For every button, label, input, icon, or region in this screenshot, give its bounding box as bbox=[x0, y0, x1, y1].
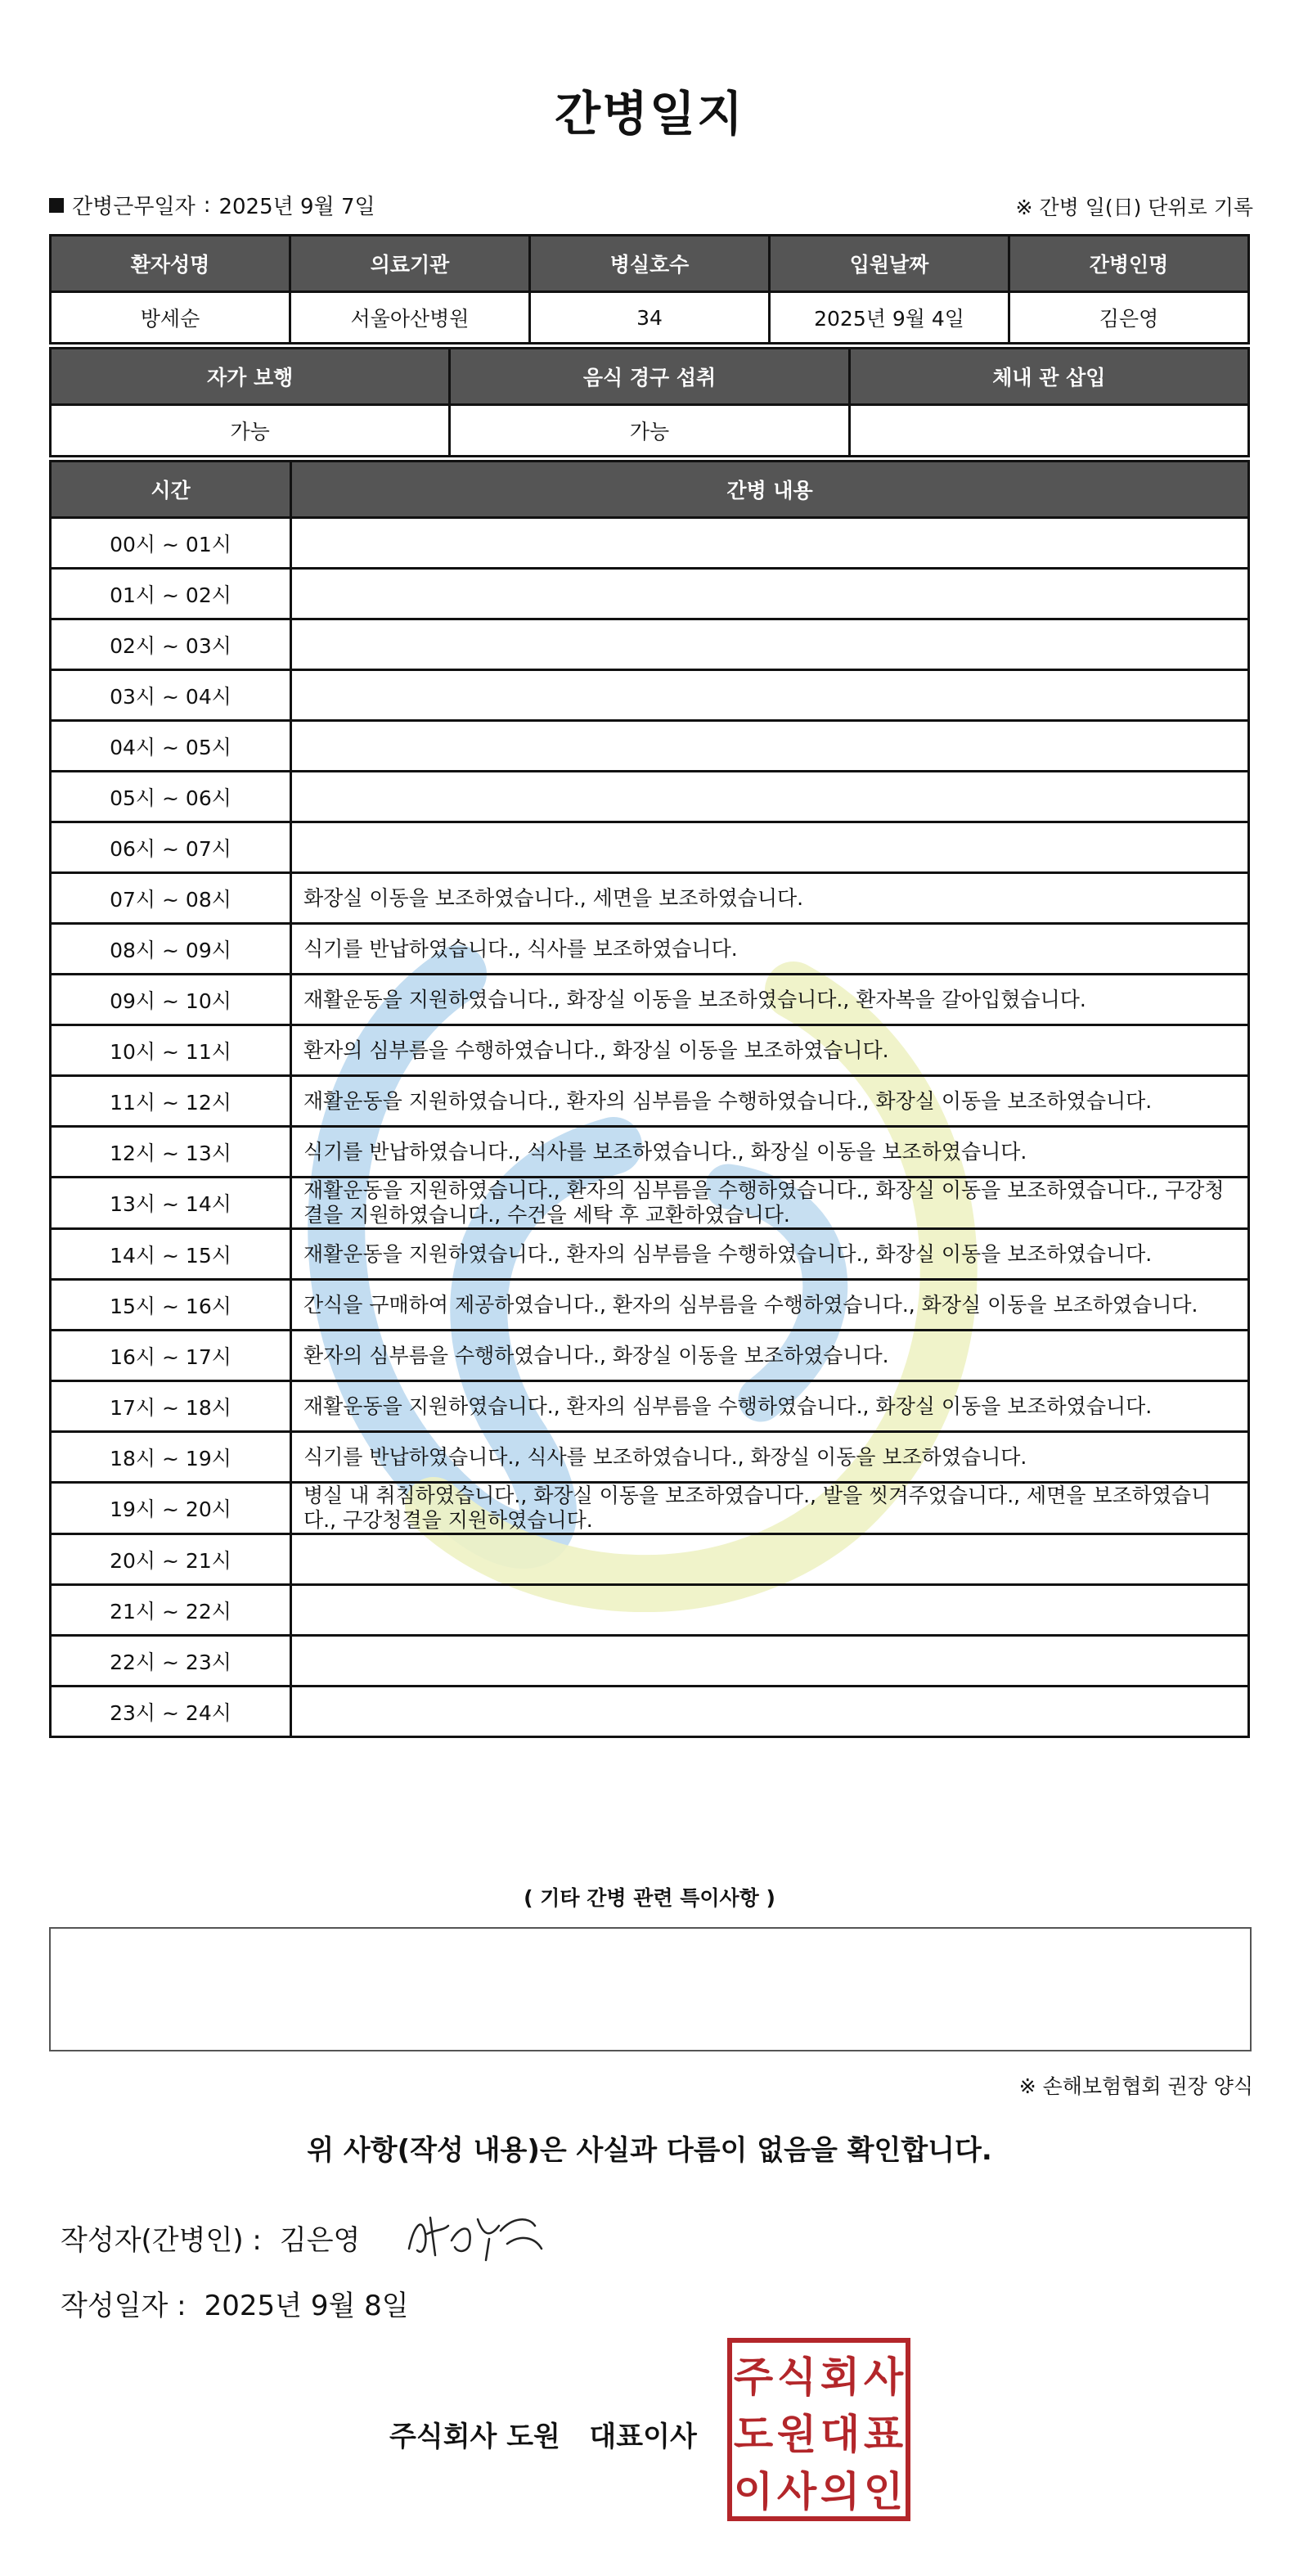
time-slot: 01시 ~ 02시 bbox=[51, 569, 291, 619]
header-hospital: 의료기관 bbox=[290, 236, 530, 292]
admission-date: 2025년 9월 4일 bbox=[770, 292, 1009, 344]
table-row bbox=[51, 721, 1249, 772]
care-content bbox=[291, 1534, 1249, 1585]
table-row bbox=[51, 518, 1249, 569]
writer-label: 작성자(간병인) : bbox=[61, 2224, 262, 2257]
hospital: 서울아산병원 bbox=[290, 292, 530, 344]
care-content bbox=[291, 1636, 1249, 1687]
time-slot: 07시 ~ 08시 bbox=[51, 873, 291, 924]
header-oral-intake: 음식 경구 섭취 bbox=[450, 349, 849, 405]
caregiver-name: 김은영 bbox=[1009, 292, 1249, 344]
written-date-value: 2025년 9월 8일 bbox=[204, 2290, 409, 2322]
time-slot: 06시 ~ 07시 bbox=[51, 822, 291, 873]
company-name: 주식회사 도원 대표이사 bbox=[389, 2421, 697, 2453]
seal-character: 도 bbox=[733, 2411, 774, 2458]
table-row bbox=[51, 822, 1249, 873]
time-slot: 19시 ~ 20시 bbox=[51, 1483, 291, 1534]
seal-character: 이 bbox=[733, 2468, 774, 2515]
header-care-content: 간병 내용 bbox=[291, 462, 1249, 518]
table-row bbox=[51, 1636, 1249, 1687]
room-number: 34 bbox=[530, 292, 770, 344]
special-notes-title: ( 기타 간병 관련 특이사항 ) bbox=[524, 1886, 775, 1910]
time-slot: 23시 ~ 24시 bbox=[51, 1687, 291, 1737]
seal-character: 인 bbox=[863, 2468, 904, 2515]
handwritten-signature bbox=[398, 2201, 553, 2267]
table-row bbox=[51, 1127, 1249, 1178]
table-row bbox=[51, 670, 1249, 721]
tube-insertion-value bbox=[849, 405, 1248, 457]
confirmation-statement: 위 사항(작성 내용)은 사실과 다름이 없음을 확인합니다. bbox=[307, 2134, 992, 2167]
table-row bbox=[51, 1178, 1249, 1229]
time-slot: 22시 ~ 23시 bbox=[51, 1636, 291, 1687]
table-row bbox=[51, 1483, 1249, 1534]
time-slot: 20시 ~ 21시 bbox=[51, 1534, 291, 1585]
seal-character: 대 bbox=[820, 2411, 861, 2458]
time-slot: 17시 ~ 18시 bbox=[51, 1381, 291, 1432]
patient-name: 방세순 bbox=[51, 292, 290, 344]
care-content: 병실 내 취침하였습니다., 화장실 이동을 보조하였습니다., 발을 씻겨주었습니다., 세면을 보조하였습니다., 구강청결을 지원하였습니다. bbox=[291, 1483, 1249, 1534]
seal-character: 원 bbox=[776, 2411, 817, 2458]
table-row bbox=[51, 569, 1249, 619]
table-row bbox=[51, 1585, 1249, 1636]
time-slot: 12시 ~ 13시 bbox=[51, 1127, 291, 1178]
table-row bbox=[51, 1331, 1249, 1381]
table-row bbox=[51, 619, 1249, 670]
care-content: 간식을 구매하여 제공하였습니다., 환자의 심부름을 수행하였습니다., 화장실 이동을 보조하였습니다. bbox=[291, 1280, 1249, 1331]
care-content bbox=[291, 619, 1249, 670]
care-content: 재활운동을 지원하였습니다., 환자의 심부름을 수행하였습니다., 화장실 이동을 보조하였습니다., 구강청결을 지원하였습니다., 수건을 세탁 후 교환하였습니다. bbox=[291, 1178, 1249, 1229]
table-row bbox=[51, 1381, 1249, 1432]
table-row bbox=[51, 1025, 1249, 1076]
care-content: 화장실 이동을 보조하였습니다., 세면을 보조하였습니다. bbox=[291, 873, 1249, 924]
table-row bbox=[51, 1687, 1249, 1737]
table-row bbox=[51, 1432, 1249, 1483]
header-room: 병실호수 bbox=[530, 236, 770, 292]
time-slot: 14시 ~ 15시 bbox=[51, 1229, 291, 1280]
table-row bbox=[51, 1229, 1249, 1280]
time-slot: 02시 ~ 03시 bbox=[51, 619, 291, 670]
care-content: 재활운동을 지원하였습니다., 환자의 심부름을 수행하였습니다., 화장실 이동을 보조하였습니다. bbox=[291, 1229, 1249, 1280]
time-slot: 21시 ~ 22시 bbox=[51, 1585, 291, 1636]
care-content bbox=[291, 1687, 1249, 1737]
time-slot: 11시 ~ 12시 bbox=[51, 1076, 291, 1127]
time-slot: 03시 ~ 04시 bbox=[51, 670, 291, 721]
seal-character: 표 bbox=[863, 2411, 904, 2458]
time-slot: 00시 ~ 01시 bbox=[51, 518, 291, 569]
time-slot: 09시 ~ 10시 bbox=[51, 975, 291, 1025]
time-slot: 15시 ~ 16시 bbox=[51, 1280, 291, 1331]
work-date-label: 간병근무일자 bbox=[72, 195, 196, 219]
care-content: 환자의 심부름을 수행하였습니다., 화장실 이동을 보조하였습니다. bbox=[291, 1025, 1249, 1076]
seal-character: 회 bbox=[820, 2353, 861, 2401]
work-date-value: 2025년 9월 7일 bbox=[218, 195, 375, 219]
table-row bbox=[51, 1534, 1249, 1585]
care-content bbox=[291, 569, 1249, 619]
time-slot: 18시 ~ 19시 bbox=[51, 1432, 291, 1483]
unit-note: ※ 간병 일(日) 단위로 기록 bbox=[1015, 196, 1253, 219]
care-content: 재활운동을 지원하였습니다., 화장실 이동을 보조하였습니다., 환자복을 갈아입혔습니다. bbox=[291, 975, 1249, 1025]
header-time: 시간 bbox=[51, 462, 291, 518]
association-note: ※ 손해보험협회 권장 양식 bbox=[1018, 2074, 1253, 2098]
care-content bbox=[291, 670, 1249, 721]
care-content bbox=[291, 772, 1249, 822]
care-content bbox=[291, 518, 1249, 569]
seal-character: 의 bbox=[820, 2468, 861, 2515]
care-content bbox=[291, 822, 1249, 873]
written-date-line bbox=[61, 2283, 409, 2323]
time-slot: 05시 ~ 06시 bbox=[51, 772, 291, 822]
work-date bbox=[49, 190, 375, 220]
writer-name: 김은영 bbox=[279, 2224, 361, 2257]
patient-info-table bbox=[49, 234, 1250, 345]
work-date-sep: : bbox=[203, 192, 211, 218]
seal-character: 사 bbox=[863, 2353, 904, 2401]
table-row bbox=[51, 873, 1249, 924]
seal-character: 사 bbox=[776, 2468, 817, 2515]
care-content: 식기를 반납하였습니다., 식사를 보조하였습니다., 화장실 이동을 보조하였습니다. bbox=[291, 1432, 1249, 1483]
header-tube-insertion: 체내 관 삽입 bbox=[849, 349, 1248, 405]
self-walking-value: 가능 bbox=[51, 405, 450, 457]
time-slot: 10시 ~ 11시 bbox=[51, 1025, 291, 1076]
written-date-label: 작성일자 : bbox=[61, 2290, 187, 2322]
writer-line bbox=[61, 2218, 360, 2258]
care-content bbox=[291, 1585, 1249, 1636]
time-slot: 04시 ~ 05시 bbox=[51, 721, 291, 772]
special-notes-box bbox=[49, 1927, 1252, 2051]
header-admission-date: 입원날짜 bbox=[770, 236, 1009, 292]
care-content: 식기를 반납하였습니다., 식사를 보조하였습니다. bbox=[291, 924, 1249, 975]
header-patient-name: 환자성명 bbox=[51, 236, 290, 292]
oral-intake-value: 가능 bbox=[450, 405, 849, 457]
care-log-table bbox=[49, 460, 1250, 1738]
header-self-walking: 자가 보행 bbox=[51, 349, 450, 405]
care-content bbox=[291, 721, 1249, 772]
care-content: 환자의 심부름을 수행하였습니다., 화장실 이동을 보조하였습니다. bbox=[291, 1331, 1249, 1381]
table-row bbox=[51, 975, 1249, 1025]
document-title: 간병일지 bbox=[554, 86, 745, 142]
header-caregiver: 간병인명 bbox=[1009, 236, 1249, 292]
table-row bbox=[51, 1280, 1249, 1331]
care-content: 재활운동을 지원하였습니다., 환자의 심부름을 수행하였습니다., 화장실 이동을 보조하였습니다. bbox=[291, 1381, 1249, 1432]
table-row bbox=[51, 1076, 1249, 1127]
time-slot: 16시 ~ 17시 bbox=[51, 1331, 291, 1381]
time-slot: 08시 ~ 09시 bbox=[51, 924, 291, 975]
care-content: 식기를 반납하였습니다., 식사를 보조하였습니다., 화장실 이동을 보조하였습니다. bbox=[291, 1127, 1249, 1178]
seal-character: 주 bbox=[733, 2353, 774, 2401]
seal-character: 식 bbox=[776, 2353, 817, 2401]
square-bullet-icon bbox=[49, 198, 64, 213]
company-seal bbox=[726, 2337, 911, 2522]
care-content: 재활운동을 지원하였습니다., 환자의 심부름을 수행하였습니다., 화장실 이동을 보조하였습니다. bbox=[291, 1076, 1249, 1127]
table-row bbox=[51, 772, 1249, 822]
table-row bbox=[51, 924, 1249, 975]
time-slot: 13시 ~ 14시 bbox=[51, 1178, 291, 1229]
patient-status-table bbox=[49, 347, 1250, 457]
